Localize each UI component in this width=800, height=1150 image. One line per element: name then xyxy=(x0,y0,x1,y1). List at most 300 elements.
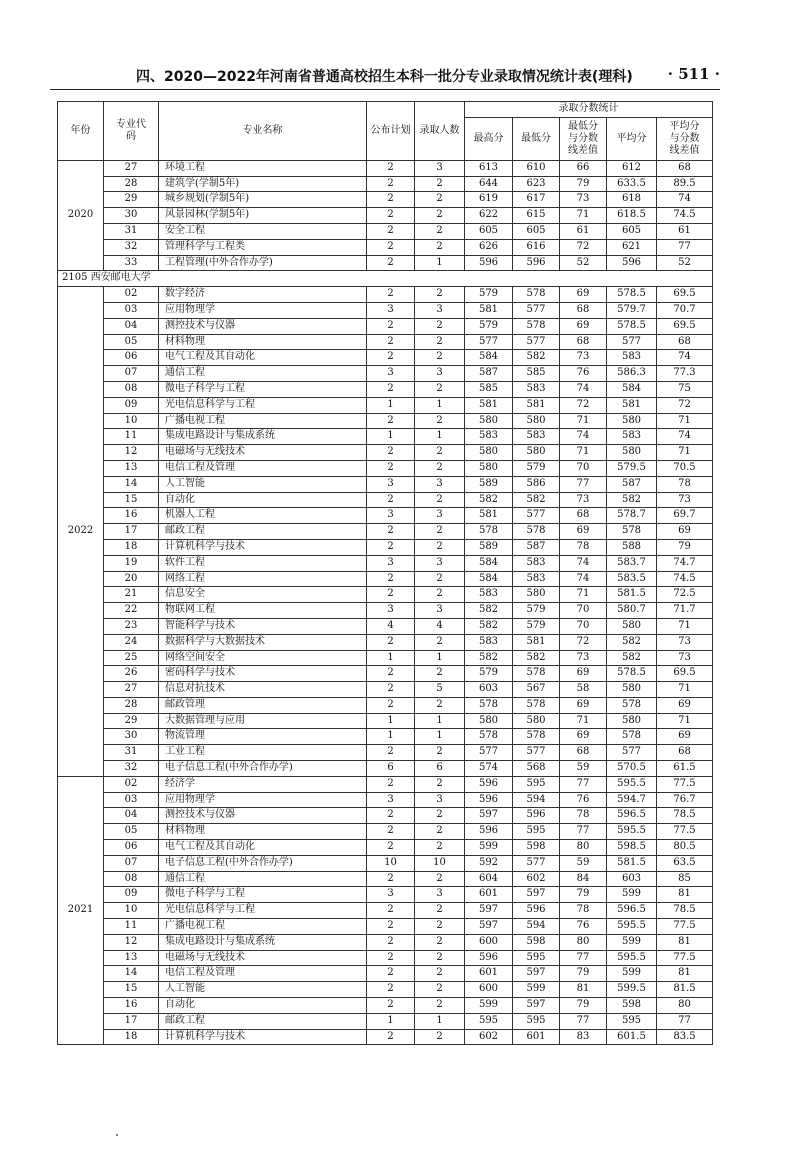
min-cell: 586 xyxy=(513,476,560,492)
name-cell: 电气工程及其自动化 xyxy=(159,840,367,856)
plan-cell: 2 xyxy=(367,460,415,476)
name-cell: 数字经济 xyxy=(159,287,367,303)
table-row xyxy=(58,1013,713,1029)
table-row xyxy=(58,919,713,935)
min-cell: 568 xyxy=(513,761,560,777)
max-cell: 589 xyxy=(465,476,513,492)
code-cell: 10 xyxy=(104,903,159,919)
min-cell: 598 xyxy=(513,840,560,856)
name-cell: 城乡规划(学制5年) xyxy=(159,192,367,208)
admit-cell: 2 xyxy=(415,697,465,713)
code-cell: 16 xyxy=(104,508,159,524)
name-cell: 电磁场与无线技术 xyxy=(159,950,367,966)
name-cell: 人工智能 xyxy=(159,476,367,492)
header-name: 专业名称 xyxy=(159,102,367,161)
min-cell: 605 xyxy=(513,223,560,239)
avg-cell: 586.3 xyxy=(607,366,657,382)
admit-cell: 2 xyxy=(415,223,465,239)
min-cell: 579 xyxy=(513,460,560,476)
name-cell: 微电子科学与工程 xyxy=(159,381,367,397)
avg-diff-cell: 74 xyxy=(657,350,713,366)
name-cell: 信息对抗技术 xyxy=(159,682,367,698)
code-cell: 03 xyxy=(104,792,159,808)
min-diff-cell: 78 xyxy=(560,903,607,919)
min-cell: 596 xyxy=(513,903,560,919)
code-cell: 04 xyxy=(104,318,159,334)
name-cell: 测控技术与仪器 xyxy=(159,808,367,824)
plan-cell: 2 xyxy=(367,966,415,982)
avg-diff-cell: 76.7 xyxy=(657,792,713,808)
table-row xyxy=(58,776,713,792)
name-cell: 广播电视工程 xyxy=(159,919,367,935)
code-cell: 25 xyxy=(104,650,159,666)
avg-diff-cell: 68 xyxy=(657,160,713,176)
university-label: 2105 西安邮电大学 xyxy=(58,271,713,287)
min-cell: 578 xyxy=(513,729,560,745)
admit-cell: 2 xyxy=(415,634,465,650)
avg-cell: 578.5 xyxy=(607,287,657,303)
avg-cell: 580.7 xyxy=(607,603,657,619)
plan-cell: 3 xyxy=(367,555,415,571)
code-cell: 02 xyxy=(104,287,159,303)
table-row xyxy=(58,871,713,887)
avg-cell: 577 xyxy=(607,745,657,761)
min-diff-cell: 79 xyxy=(560,176,607,192)
max-cell: 600 xyxy=(465,982,513,998)
min-cell: 578 xyxy=(513,318,560,334)
max-cell: 574 xyxy=(465,761,513,777)
min-diff-cell: 69 xyxy=(560,666,607,682)
admit-cell: 2 xyxy=(415,1029,465,1045)
max-cell: 600 xyxy=(465,934,513,950)
header-avg: 平均分 xyxy=(607,117,657,160)
min-cell: 581 xyxy=(513,634,560,650)
avg-cell: 578 xyxy=(607,729,657,745)
min-cell: 577 xyxy=(513,302,560,318)
year-cell: 2021 xyxy=(58,776,104,1045)
header-code: 专业代码 xyxy=(104,102,159,161)
table-row xyxy=(58,397,713,413)
name-cell: 微电子科学与工程 xyxy=(159,887,367,903)
max-cell: 581 xyxy=(465,508,513,524)
name-cell: 机器人工程 xyxy=(159,508,367,524)
table-row xyxy=(58,366,713,382)
plan-cell: 1 xyxy=(367,729,415,745)
plan-cell: 6 xyxy=(367,761,415,777)
min-cell: 580 xyxy=(513,713,560,729)
admit-cell: 2 xyxy=(415,966,465,982)
table-row xyxy=(58,618,713,634)
table-row xyxy=(58,318,713,334)
avg-diff-cell: 78.5 xyxy=(657,903,713,919)
name-cell: 邮政工程 xyxy=(159,524,367,540)
avg-cell: 580 xyxy=(607,618,657,634)
name-cell: 通信工程 xyxy=(159,871,367,887)
admit-cell: 4 xyxy=(415,618,465,634)
plan-cell: 2 xyxy=(367,208,415,224)
table-row xyxy=(58,1029,713,1045)
min-cell: 598 xyxy=(513,934,560,950)
min-diff-cell: 80 xyxy=(560,840,607,856)
table-row xyxy=(58,350,713,366)
min-diff-cell: 71 xyxy=(560,445,607,461)
admit-cell: 2 xyxy=(415,350,465,366)
name-cell: 电信工程及管理 xyxy=(159,460,367,476)
admit-cell: 2 xyxy=(415,492,465,508)
admit-cell: 2 xyxy=(415,413,465,429)
min-diff-cell: 78 xyxy=(560,539,607,555)
min-cell: 583 xyxy=(513,571,560,587)
min-diff-cell: 73 xyxy=(560,492,607,508)
max-cell: 582 xyxy=(465,650,513,666)
code-cell: 29 xyxy=(104,192,159,208)
min-diff-cell: 77 xyxy=(560,950,607,966)
max-cell: 619 xyxy=(465,192,513,208)
max-cell: 580 xyxy=(465,460,513,476)
avg-diff-cell: 63.5 xyxy=(657,855,713,871)
min-cell: 578 xyxy=(513,666,560,682)
plan-cell: 2 xyxy=(367,840,415,856)
max-cell: 599 xyxy=(465,998,513,1014)
avg-cell: 612 xyxy=(607,160,657,176)
min-diff-cell: 74 xyxy=(560,429,607,445)
avg-cell: 598.5 xyxy=(607,840,657,856)
code-cell: 24 xyxy=(104,634,159,650)
avg-diff-cell: 69.5 xyxy=(657,287,713,303)
table-row xyxy=(58,429,713,445)
admit-cell: 3 xyxy=(415,887,465,903)
table-row xyxy=(58,650,713,666)
page-header xyxy=(50,64,720,86)
avg-diff-cell: 70.5 xyxy=(657,460,713,476)
max-cell: 622 xyxy=(465,208,513,224)
admit-cell: 2 xyxy=(415,998,465,1014)
table-row xyxy=(58,950,713,966)
name-cell: 测控技术与仪器 xyxy=(159,318,367,334)
max-cell: 583 xyxy=(465,429,513,445)
min-cell: 583 xyxy=(513,429,560,445)
admit-cell: 2 xyxy=(415,571,465,587)
avg-cell: 582 xyxy=(607,634,657,650)
min-diff-cell: 70 xyxy=(560,618,607,634)
min-cell: 578 xyxy=(513,697,560,713)
admit-cell: 3 xyxy=(415,603,465,619)
header-stats-group: 录取分数统计 xyxy=(465,102,713,118)
min-cell: 578 xyxy=(513,524,560,540)
plan-cell: 2 xyxy=(367,950,415,966)
plan-cell: 2 xyxy=(367,934,415,950)
min-diff-cell: 72 xyxy=(560,634,607,650)
max-cell: 580 xyxy=(465,713,513,729)
min-cell: 595 xyxy=(513,776,560,792)
code-cell: 11 xyxy=(104,919,159,935)
avg-diff-cell: 74 xyxy=(657,429,713,445)
admit-cell: 2 xyxy=(415,776,465,792)
name-cell: 电磁场与无线技术 xyxy=(159,445,367,461)
name-cell: 物流管理 xyxy=(159,729,367,745)
admission-table xyxy=(57,101,713,1045)
name-cell: 工业工程 xyxy=(159,745,367,761)
max-cell: 597 xyxy=(465,919,513,935)
plan-cell: 2 xyxy=(367,223,415,239)
min-diff-cell: 59 xyxy=(560,761,607,777)
code-cell: 32 xyxy=(104,761,159,777)
min-diff-cell: 78 xyxy=(560,808,607,824)
avg-cell: 570.5 xyxy=(607,761,657,777)
table-row xyxy=(58,666,713,682)
max-cell: 584 xyxy=(465,350,513,366)
header-min: 最低分 xyxy=(513,117,560,160)
plan-cell: 2 xyxy=(367,824,415,840)
avg-diff-cell: 73 xyxy=(657,650,713,666)
avg-cell: 580 xyxy=(607,713,657,729)
avg-cell: 599.5 xyxy=(607,982,657,998)
min-diff-cell: 69 xyxy=(560,697,607,713)
header-min-diff: 最低分与分数线差值 xyxy=(560,117,607,160)
code-cell: 06 xyxy=(104,840,159,856)
name-cell: 广播电视工程 xyxy=(159,413,367,429)
min-cell: 596 xyxy=(513,808,560,824)
admit-cell: 2 xyxy=(415,919,465,935)
min-diff-cell: 77 xyxy=(560,476,607,492)
plan-cell: 2 xyxy=(367,318,415,334)
admit-cell: 2 xyxy=(415,334,465,350)
avg-diff-cell: 61 xyxy=(657,223,713,239)
avg-diff-cell: 69 xyxy=(657,524,713,540)
admit-cell: 2 xyxy=(415,176,465,192)
avg-cell: 595.5 xyxy=(607,776,657,792)
plan-cell: 3 xyxy=(367,887,415,903)
page-title: 四、2020—2022年河南省普通高校招生本科一批分专业录取情况统计表(理科) xyxy=(136,69,633,85)
header-rule xyxy=(50,89,720,90)
name-cell: 材料物理 xyxy=(159,334,367,350)
admit-cell: 2 xyxy=(415,208,465,224)
table-row xyxy=(58,603,713,619)
name-cell: 安全工程 xyxy=(159,223,367,239)
min-diff-cell: 66 xyxy=(560,160,607,176)
avg-diff-cell: 79 xyxy=(657,539,713,555)
table-row xyxy=(58,460,713,476)
code-cell: 15 xyxy=(104,982,159,998)
min-cell: 585 xyxy=(513,366,560,382)
plan-cell: 2 xyxy=(367,776,415,792)
max-cell: 580 xyxy=(465,445,513,461)
min-diff-cell: 71 xyxy=(560,587,607,603)
name-cell: 材料物理 xyxy=(159,824,367,840)
name-cell: 电子信息工程(中外合作办学) xyxy=(159,761,367,777)
avg-diff-cell: 68 xyxy=(657,334,713,350)
avg-cell: 581.5 xyxy=(607,855,657,871)
min-cell: 623 xyxy=(513,176,560,192)
avg-cell: 583.7 xyxy=(607,555,657,571)
name-cell: 自动化 xyxy=(159,492,367,508)
plan-cell: 2 xyxy=(367,745,415,761)
admit-cell: 10 xyxy=(415,855,465,871)
page-number: · 511 · xyxy=(667,65,720,83)
avg-diff-cell: 74.5 xyxy=(657,208,713,224)
avg-cell: 595.5 xyxy=(607,824,657,840)
code-cell: 17 xyxy=(104,524,159,540)
name-cell: 物联网工程 xyxy=(159,603,367,619)
min-diff-cell: 76 xyxy=(560,919,607,935)
plan-cell: 2 xyxy=(367,634,415,650)
code-cell: 11 xyxy=(104,429,159,445)
plan-cell: 3 xyxy=(367,366,415,382)
admit-cell: 2 xyxy=(415,824,465,840)
min-cell: 610 xyxy=(513,160,560,176)
min-diff-cell: 71 xyxy=(560,413,607,429)
min-diff-cell: 70 xyxy=(560,603,607,619)
max-cell: 604 xyxy=(465,871,513,887)
table-row xyxy=(58,476,713,492)
min-diff-cell: 68 xyxy=(560,508,607,524)
year-cell: 2020 xyxy=(58,160,104,271)
code-cell: 07 xyxy=(104,855,159,871)
plan-cell: 2 xyxy=(367,998,415,1014)
plan-cell: 2 xyxy=(367,571,415,587)
table-row xyxy=(58,634,713,650)
code-cell: 22 xyxy=(104,603,159,619)
name-cell: 大数据管理与应用 xyxy=(159,713,367,729)
plan-cell: 2 xyxy=(367,697,415,713)
avg-diff-cell: 71 xyxy=(657,713,713,729)
plan-cell: 2 xyxy=(367,666,415,682)
max-cell: 626 xyxy=(465,239,513,255)
plan-cell: 1 xyxy=(367,650,415,666)
max-cell: 580 xyxy=(465,413,513,429)
min-cell: 567 xyxy=(513,682,560,698)
avg-cell: 582 xyxy=(607,492,657,508)
code-cell: 32 xyxy=(104,239,159,255)
plan-cell: 1 xyxy=(367,429,415,445)
min-diff-cell: 58 xyxy=(560,682,607,698)
code-cell: 09 xyxy=(104,887,159,903)
avg-diff-cell: 81 xyxy=(657,934,713,950)
admit-cell: 2 xyxy=(415,808,465,824)
avg-diff-cell: 73 xyxy=(657,634,713,650)
name-cell: 人工智能 xyxy=(159,982,367,998)
code-cell: 04 xyxy=(104,808,159,824)
avg-diff-cell: 89.5 xyxy=(657,176,713,192)
table-row xyxy=(58,571,713,587)
avg-diff-cell: 81 xyxy=(657,966,713,982)
code-cell: 30 xyxy=(104,208,159,224)
avg-diff-cell: 69.7 xyxy=(657,508,713,524)
plan-cell: 4 xyxy=(367,618,415,634)
name-cell: 集成电路设计与集成系统 xyxy=(159,934,367,950)
table-row xyxy=(58,381,713,397)
name-cell: 自动化 xyxy=(159,998,367,1014)
admit-cell: 1 xyxy=(415,713,465,729)
avg-diff-cell: 73 xyxy=(657,492,713,508)
max-cell: 601 xyxy=(465,887,513,903)
name-cell: 邮政管理 xyxy=(159,697,367,713)
max-cell: 596 xyxy=(465,824,513,840)
header-year: 年份 xyxy=(58,102,104,161)
avg-diff-cell: 69.5 xyxy=(657,318,713,334)
avg-cell: 577 xyxy=(607,334,657,350)
min-cell: 595 xyxy=(513,1013,560,1029)
min-cell: 581 xyxy=(513,397,560,413)
code-cell: 15 xyxy=(104,492,159,508)
min-diff-cell: 83 xyxy=(560,1029,607,1045)
table-row xyxy=(58,887,713,903)
min-cell: 602 xyxy=(513,871,560,887)
avg-cell: 579.5 xyxy=(607,460,657,476)
min-diff-cell: 69 xyxy=(560,287,607,303)
name-cell: 环境工程 xyxy=(159,160,367,176)
min-diff-cell: 68 xyxy=(560,745,607,761)
name-cell: 经济学 xyxy=(159,776,367,792)
table-row xyxy=(58,824,713,840)
avg-diff-cell: 71 xyxy=(657,618,713,634)
plan-cell: 3 xyxy=(367,792,415,808)
admit-cell: 3 xyxy=(415,160,465,176)
min-cell: 582 xyxy=(513,350,560,366)
plan-cell: 2 xyxy=(367,239,415,255)
avg-cell: 580 xyxy=(607,413,657,429)
plan-cell: 2 xyxy=(367,919,415,935)
avg-cell: 598 xyxy=(607,998,657,1014)
plan-cell: 2 xyxy=(367,492,415,508)
code-cell: 29 xyxy=(104,713,159,729)
min-cell: 577 xyxy=(513,855,560,871)
table-row xyxy=(58,934,713,950)
avg-diff-cell: 77.5 xyxy=(657,950,713,966)
min-cell: 582 xyxy=(513,492,560,508)
avg-diff-cell: 52 xyxy=(657,255,713,271)
min-cell: 597 xyxy=(513,887,560,903)
code-cell: 05 xyxy=(104,824,159,840)
name-cell: 网络工程 xyxy=(159,571,367,587)
scan-speck xyxy=(116,1134,118,1136)
code-cell: 05 xyxy=(104,334,159,350)
max-cell: 592 xyxy=(465,855,513,871)
code-cell: 21 xyxy=(104,587,159,603)
min-cell: 601 xyxy=(513,1029,560,1045)
avg-cell: 588 xyxy=(607,539,657,555)
avg-diff-cell: 85 xyxy=(657,871,713,887)
plan-cell: 2 xyxy=(367,160,415,176)
avg-cell: 595.5 xyxy=(607,919,657,935)
avg-cell: 599 xyxy=(607,934,657,950)
avg-cell: 595.5 xyxy=(607,950,657,966)
table-row xyxy=(58,208,713,224)
table-row xyxy=(58,697,713,713)
admit-cell: 1 xyxy=(415,650,465,666)
code-cell: 10 xyxy=(104,413,159,429)
admit-cell: 2 xyxy=(415,982,465,998)
admit-cell: 1 xyxy=(415,429,465,445)
avg-cell: 581.5 xyxy=(607,587,657,603)
name-cell: 管理科学与工程类 xyxy=(159,239,367,255)
table-row xyxy=(58,682,713,698)
avg-cell: 594.7 xyxy=(607,792,657,808)
admit-cell: 2 xyxy=(415,903,465,919)
avg-cell: 584 xyxy=(607,381,657,397)
code-cell: 27 xyxy=(104,682,159,698)
min-diff-cell: 68 xyxy=(560,334,607,350)
min-cell: 577 xyxy=(513,745,560,761)
min-diff-cell: 77 xyxy=(560,1013,607,1029)
table-row xyxy=(58,539,713,555)
avg-cell: 579.7 xyxy=(607,302,657,318)
min-cell: 594 xyxy=(513,919,560,935)
table-row xyxy=(58,729,713,745)
table-row xyxy=(58,792,713,808)
code-cell: 03 xyxy=(104,302,159,318)
code-cell: 17 xyxy=(104,1013,159,1029)
